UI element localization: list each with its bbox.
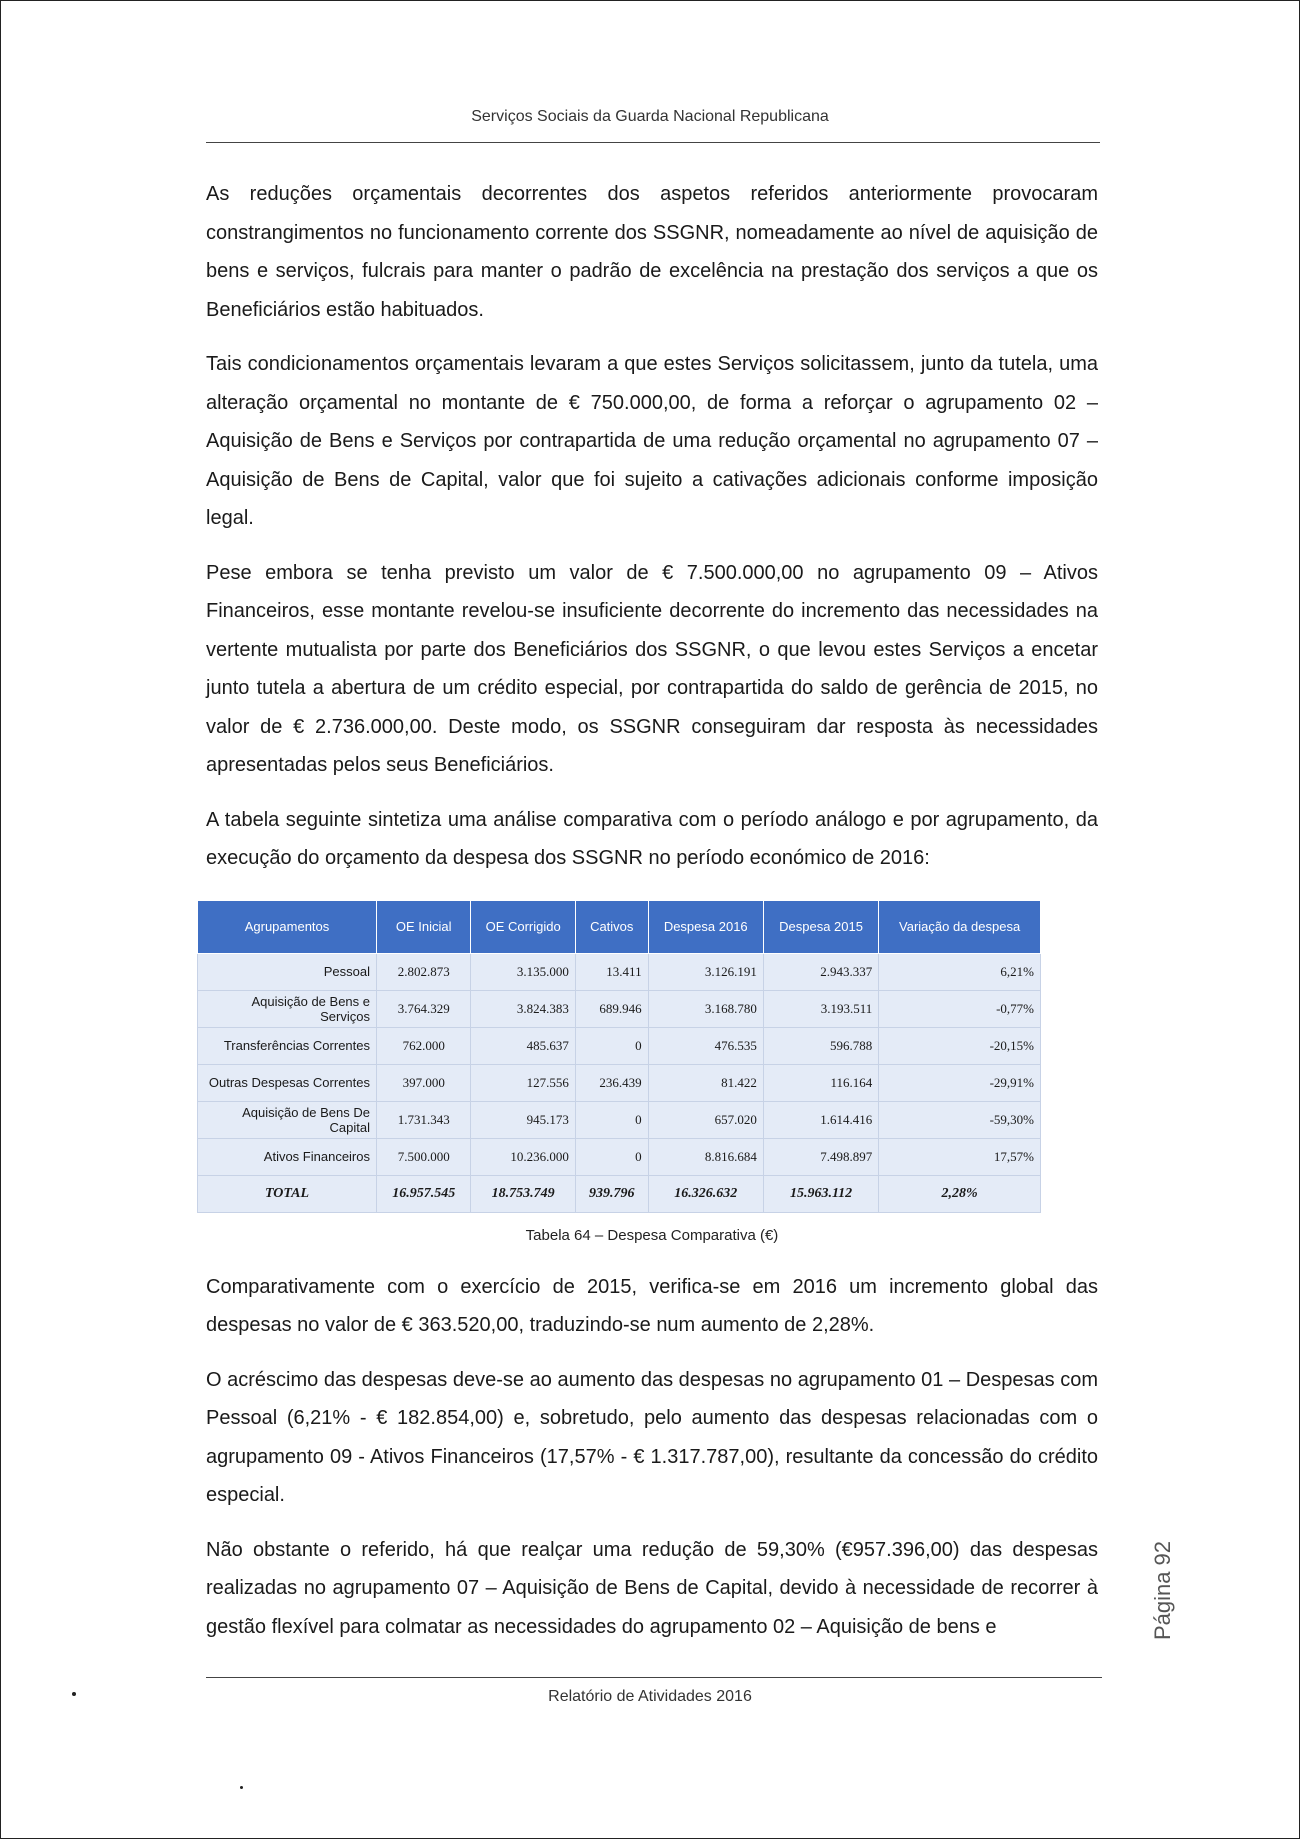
total-oe-inicial: 16.957.545 [377,1175,471,1212]
col-header-agrupamentos: Agrupamentos [198,900,377,953]
paragraph-7: Não obstante o referido, há que realçar uma redução de 59,30% (€957.396,00) das despesas realizadas no agrupamento 07 – Aquisição de Bens de Capital, devido à necessidade de recorrer à gestão flexível para colmatar as necessidades do agrupamento 02 – Aquisição de bens e [206,1538,1098,1638]
cell-despesa-2016: 81.422 [648,1064,763,1101]
cell-despesa-2015: 7.498.897 [763,1138,878,1175]
row-label: Ativos Financeiros [198,1138,377,1175]
table-row [198,990,1041,1027]
total-label: TOTAL [198,1175,377,1212]
total-oe-corrigido: 18.753.749 [471,1175,576,1212]
side-page-number [1150,1541,1176,1640]
cell-despesa-2016: 8.816.684 [648,1138,763,1175]
cell-oe-inicial: 397.000 [377,1064,471,1101]
cell-cativos: 0 [575,1138,648,1175]
cell-oe-corrigido: 10.236.000 [471,1138,576,1175]
cell-variacao: 17,57% [879,1138,1041,1175]
row-label: Pessoal [198,953,377,990]
paragraph-1: As reduções orçamentais decorrentes dos aspetos referidos anteriormente provocaram constrangimentos no funcionamento corrente dos SSGNR, nomeadamente ao nível de aquisição de bens e serviços, fulcrais para manter o padrão de excelência na prestação dos serviços a que os Beneficiários estão habituados. [206,183,1098,321]
side-page-label: Página [1150,1571,1175,1640]
table-row [198,1138,1041,1175]
cell-oe-inicial: 7.500.000 [377,1138,471,1175]
col-header-variacao: Variação da despesa [879,900,1041,953]
cell-oe-corrigido: 127.556 [471,1064,576,1101]
cell-oe-corrigido: 3.824.383 [471,990,576,1027]
paragraph-3: Pese embora se tenha previsto um valor de € 7.500.000,00 no agrupamento 09 – Ativos Financeiros, esse montante revelou-se insuficiente decorrente do incremento das necessidades na vertente mutualista por parte dos Beneficiários dos SSGNR, o que levou estes Serviços a encetar junto tutela a abertura de um crédito especial, por contrapartida do saldo de gerência de 2015, no valor de € 2.736.000,00. Deste modo, os SSGNR conseguiram dar resposta às necessidades apresentadas pelos seus Beneficiários. [206,561,1098,776]
table-total-row [198,1175,1041,1212]
cell-variacao: -20,15% [879,1027,1041,1064]
cell-despesa-2015: 2.943.337 [763,953,878,990]
cell-cativos: 0 [575,1101,648,1138]
cell-oe-inicial: 2.802.873 [377,953,471,990]
table-caption: Tabela 64 – Despesa Comparativa (€) [525,1226,779,1244]
footer-rule [206,1677,1102,1678]
scan-speck [72,1692,76,1696]
cell-despesa-2015: 1.614.416 [763,1101,878,1138]
cell-variacao: -29,91% [879,1064,1041,1101]
cell-despesa-2016: 3.168.780 [648,990,763,1027]
page-header: Serviços Sociais da Guarda Nacional Republicana [471,108,829,125]
scan-speck [240,1786,243,1789]
total-cativos: 939.796 [575,1175,648,1212]
table-row [198,1064,1041,1101]
table-row [198,953,1041,990]
side-page-value: 92 [1150,1541,1175,1566]
row-label: Transferências Correntes [198,1027,377,1064]
cell-variacao: -59,30% [879,1101,1041,1138]
row-label: Aquisição de Bens De Capital [198,1101,377,1138]
cell-oe-corrigido: 3.135.000 [471,953,576,990]
col-header-despesa-2015: Despesa 2015 [763,900,878,953]
cell-cativos: 0 [575,1027,648,1064]
row-label: Outras Despesas Correntes [198,1064,377,1101]
cell-despesa-2016: 476.535 [648,1027,763,1064]
table-row [198,1027,1041,1064]
row-label: Aquisição de Bens e Serviços [198,990,377,1027]
cell-cativos: 689.946 [575,990,648,1027]
col-header-oe-inicial: OE Inicial [377,900,471,953]
cell-despesa-2016: 3.126.191 [648,953,763,990]
cell-despesa-2015: 116.164 [763,1064,878,1101]
cell-oe-inicial: 1.731.343 [377,1101,471,1138]
table-row [198,1101,1041,1138]
page-footer: Relatório de Atividades 2016 [548,1688,752,1705]
total-variacao: 2,28% [879,1175,1041,1212]
paragraph-4: A tabela seguinte sintetiza uma análise comparativa com o período análogo e por agrupamento, da execução do orçamento da despesa dos SSGNR no período económico de 2016: [206,808,1098,869]
cell-cativos: 13.411 [575,953,648,990]
table-header-row [198,900,1041,953]
cell-oe-corrigido: 945.173 [471,1101,576,1138]
cell-despesa-2016: 657.020 [648,1101,763,1138]
page-content [206,175,1098,1662]
cell-variacao: 6,21% [879,953,1041,990]
col-header-cativos: Cativos [575,900,648,953]
total-despesa-2016: 16.326.632 [648,1175,763,1212]
cell-despesa-2015: 596.788 [763,1027,878,1064]
cell-oe-corrigido: 485.637 [471,1027,576,1064]
cell-cativos: 236.439 [575,1064,648,1101]
comparison-table [197,900,1041,1213]
cell-oe-inicial: 3.764.329 [377,990,471,1027]
cell-oe-inicial: 762.000 [377,1027,471,1064]
total-despesa-2015: 15.963.112 [763,1175,878,1212]
paragraph-5: Comparativamente com o exercício de 2015, verifica-se em 2016 um incremento global das despesas no valor de € 363.520,00, traduzindo-se num aumento de 2,28%. [206,1275,1098,1336]
header-rule [206,142,1100,143]
paragraph-2: Tais condicionamentos orçamentais levaram a que estes Serviços solicitassem, junto da tutela, uma alteração orçamental no montante de € 750.000,00, de forma a reforçar o agrupamento 02 – Aquisição de Bens e Serviços por contrapartida de uma redução orçamental no agrupamento 07 – Aquisição de Bens de Capital, valor que foi sujeito a cativações adicionais conforme imposição legal. [206,353,1098,529]
paragraph-6: O acréscimo das despesas deve-se ao aumento das despesas no agrupamento 01 – Despesas com Pessoal (6,21% - € 182.854,00) e, sobretudo, pelo aumento das despesas relacionadas com o agrupamento 09 - Ativos Financeiros (17,57% - € 1.317.787,00), resultante da concessão do crédito especial. [206,1368,1098,1506]
col-header-despesa-2016: Despesa 2016 [648,900,763,953]
cell-despesa-2015: 3.193.511 [763,990,878,1027]
col-header-oe-corrigido: OE Corrigido [471,900,576,953]
cell-variacao: -0,77% [879,990,1041,1027]
